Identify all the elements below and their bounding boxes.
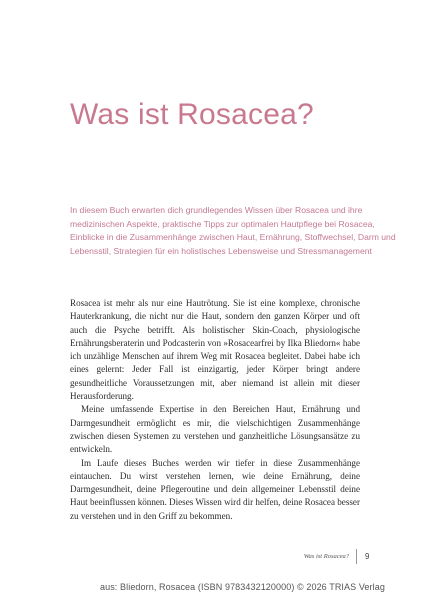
intro-text: In diesem Buch erwarten dich grundlegendes Wissen über Rosacea und ihre medizinischen Aspekte, praktische Tipps zur optimalen Hautpflege bei Rosacea, Einblicke in die Zusammenhänge zwischen Haut, Ernährung, Stoffwechsel, Darm und Lebensstil, Strategien für ein holistisches Lebensweise und Stressmanagement	[70, 205, 396, 256]
page-title: Was ist Rosacea?	[70, 98, 314, 132]
footer-separator	[356, 549, 357, 564]
body-paragraph: Meine umfassende Expertise in den Bereichen Haut, Ernährung und Darmgesundheit ermöglicht es mir, die vielschichtigen Zusammenhänge zwischen diesen Systemen zu verstehen und ganzheitliche Lösungsansätze zu entwickeln.	[70, 404, 360, 455]
body-paragraph: Rosacea ist mehr als nur eine Hautrötung. Sie ist eine komplexe, chronische Hauterkrankung, die nicht nur die Haut, sondern den ganzen Körper und oft auch die Psyche betrifft. Als holistischer Skin-Coach, physiologische Ernährungsberaterin und Podcasterin von »Rosacearfrei by Ilka Bliedorn« habe ich unzählige Menschen auf ihrem Weg mit Rosacea begleitet. Dabei habe ich eines gelernt: Jeder Fall ist einzigartig, jeder Körper bringt andere gesundheitliche Voraussetzungen mit, aber niemand ist allein mit dieser Herausforderung.	[70, 298, 360, 402]
body-text	[70, 297, 360, 523]
running-title: Was ist Rosacea?	[303, 553, 349, 560]
page-number: 9	[365, 552, 370, 561]
body-paragraph: Im Laufe dieses Buches werden wir tiefer in diese Zusammenhänge eintauchen. Du wirst verstehen lernen, wie deine Ernährung, deine Darmgesundheit, deine Pflegeroutine und dein allgemeiner Lebensstil deine Haut beeinflussen können. Dieses Wissen wird dir helfen, deine Rosacea besser zu verstehen und in den Griff zu bekommen.	[70, 457, 360, 521]
copyright-notice: aus: Bliedorn, Rosacea (ISBN 9783432120000) © 2026 TRIAS Verlag	[100, 582, 385, 592]
